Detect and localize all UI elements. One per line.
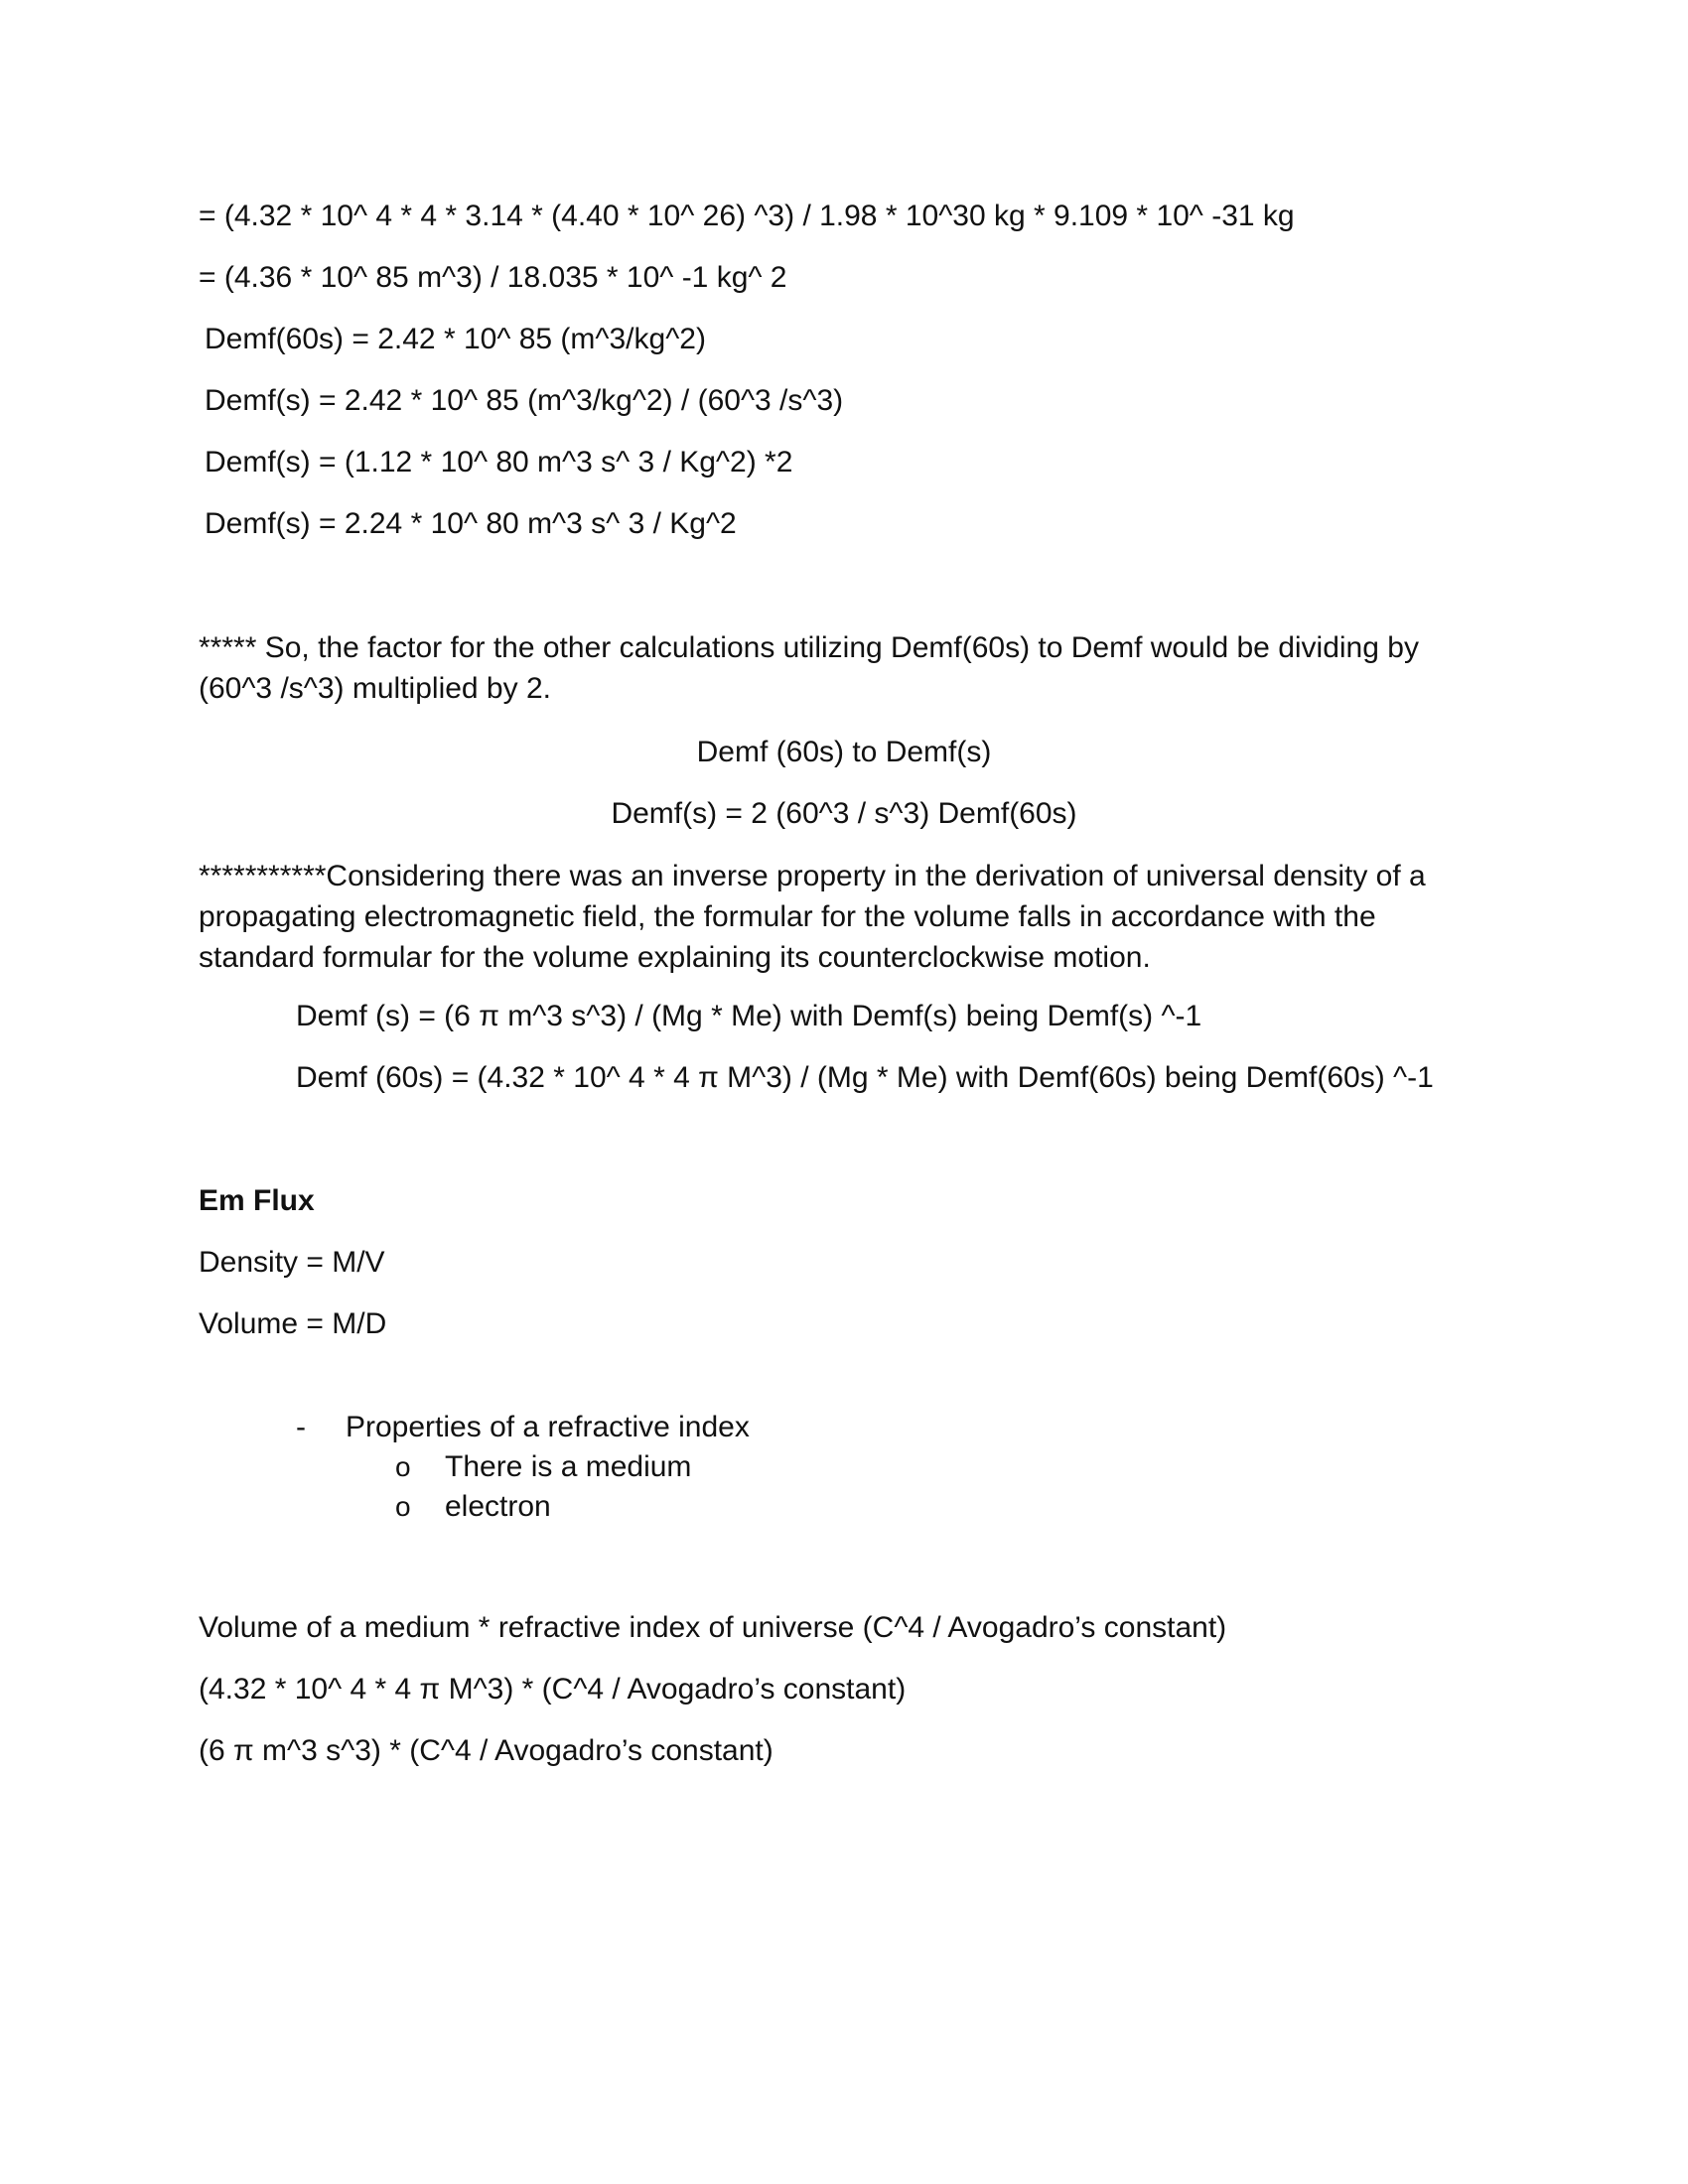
sub-list-item: There is a medium: [445, 1450, 692, 1483]
sub-list-item: electron: [445, 1490, 551, 1523]
centered-line-2: Demf(s) = 2 (60^3 / s^3) Demf(60s): [611, 797, 1077, 830]
equation-line-4: Demf(s) = 2.42 * 10^ 85 (m^3/kg^2) / (60^3 /s^3): [205, 384, 844, 417]
section-heading: Em Flux: [199, 1184, 315, 1217]
list-dash-marker: -: [296, 1411, 306, 1443]
sub-bullet-marker: o: [395, 1451, 411, 1482]
list-item: Properties of a refractive index: [346, 1411, 750, 1443]
formula-line-2: Demf (60s) = (4.32 * 10^ 4 * 4 π M^3) / (Mg * Me) with Demf(60s) being Demf(60s) ^-1: [296, 1061, 1434, 1094]
closing-line-3: (6 π m^3 s^3) * (C^4 / Avogadro’s constant): [199, 1734, 774, 1767]
equation-line-1: = (4.32 * 10^ 4 * 4 * 3.14 * (4.40 * 10^ 26) ^3) / 1.98 * 10^30 kg * 9.109 * 10^ -31 kg: [199, 200, 1295, 232]
equation-line-6: Demf(s) = 2.24 * 10^ 80 m^3 s^ 3 / Kg^2: [205, 507, 737, 540]
sub-bullet-marker: o: [395, 1491, 411, 1522]
factor-note-paragraph: ***** So, the factor for the other calculations utilizing Demf(60s) to Demf would be dividing by (60^3 /s^3) multiplied by 2.: [199, 631, 1419, 705]
centered-line-1: Demf (60s) to Demf(s): [696, 736, 992, 768]
equation-line-5: Demf(s) = (1.12 * 10^ 80 m^3 s^ 3 / Kg^2) *2: [205, 446, 793, 478]
inverse-property-paragraph: ***********Considering there was an inverse property in the derivation of universal density of a propagating electromagnetic field, the formular for the volume falls in accordance with the standard formular for the volume explaining its counterclockwise motion.: [199, 860, 1426, 974]
equation-line-2: = (4.36 * 10^ 85 m^3) / 18.035 * 10^ -1 kg^ 2: [199, 261, 787, 294]
equation-line-3: Demf(60s) = 2.42 * 10^ 85 (m^3/kg^2): [205, 323, 706, 355]
density-line: Density = M/V: [199, 1246, 385, 1279]
formula-line-1: Demf (s) = (6 π m^3 s^3) / (Mg * Me) with Demf(s) being Demf(s) ^-1: [296, 1000, 1202, 1032]
closing-line-1: Volume of a medium * refractive index of universe (C^4 / Avogadro’s constant): [199, 1611, 1227, 1644]
closing-line-2: (4.32 * 10^ 4 * 4 π M^3) * (C^4 / Avogadro’s constant): [199, 1673, 907, 1706]
volume-line: Volume = M/D: [199, 1307, 387, 1340]
